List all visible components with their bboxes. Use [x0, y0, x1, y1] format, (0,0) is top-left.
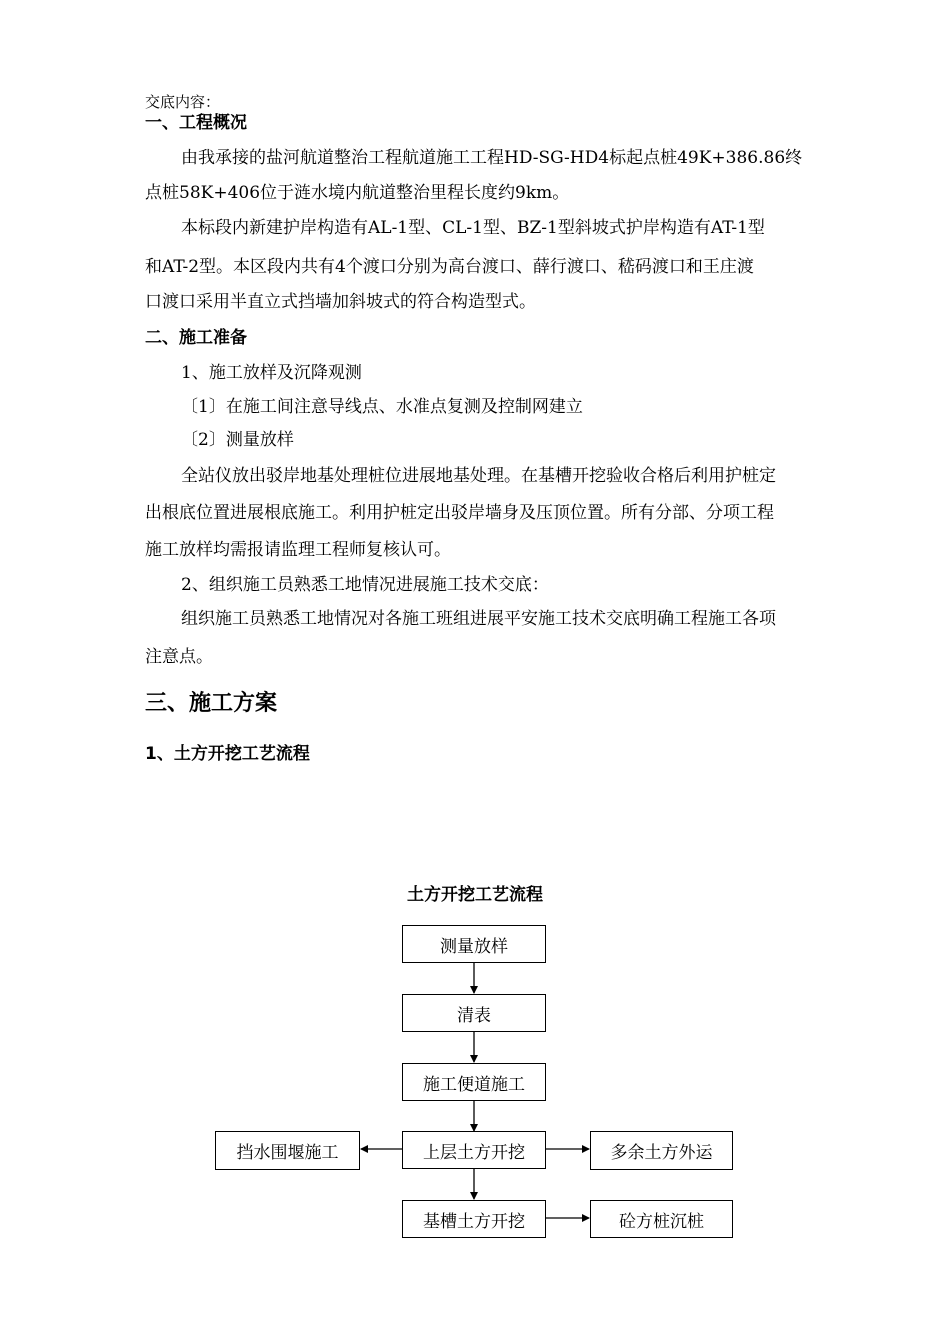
paragraph4-line2: 注意点。 — [145, 647, 213, 667]
flow-node-upper-excavation: 上层土方开挖 — [402, 1131, 546, 1169]
paragraph2-line2: 和AT-2型。本区段内共有4个渡口分别为高台渡口、薛行渡口、嵇码渡口和王庄渡 — [145, 257, 754, 277]
section3-subtitle: 1、土方开挖工艺流程 — [145, 744, 310, 764]
section3-title: 三、施工方案 — [145, 691, 278, 716]
paragraph1-line2: 点桩58K+406位于涟水境内航道整治里程长度约9km。 — [145, 183, 570, 203]
flow-node-haul-away: 多余土方外运 — [590, 1131, 733, 1170]
section2-sub1: 〔1〕在施工间注意导线点、水准点复测及控制网建立 — [181, 397, 583, 417]
section2-item1: 1、施工放样及沉降观测 — [181, 363, 362, 383]
paragraph3-line3: 施工放样均需报请监理工程师复核认可。 — [145, 540, 451, 560]
flow-node-road: 施工便道施工 — [402, 1063, 546, 1101]
section2-title: 二、施工准备 — [145, 328, 247, 348]
paragraph2-line3: 口渡口采用半直立式挡墙加斜坡式的符合构造型式。 — [145, 292, 536, 312]
section1-title: 一、工程概况 — [145, 113, 247, 133]
section2-item2: 2、组织施工员熟悉工地情况进展施工技术交底： — [181, 575, 549, 595]
flow-node-trench-excavation: 基槽土方开挖 — [402, 1200, 546, 1238]
paragraph1-line1: 由我承接的盐河航道整治工程航道施工工程HD-SG-HD4标起点桩49K+386.86终 — [181, 148, 803, 168]
flow-node-cofferdam: 挡水围堰施工 — [215, 1131, 360, 1170]
paragraph2-line1: 本标段内新建护岸构造有AL-1型、CL-1型、BZ-1型斜坡式护岸构造有AT-1型 — [181, 218, 765, 238]
flow-node-clear: 清表 — [402, 994, 546, 1032]
paragraph3-line1: 全站仪放出驳岸地基处理桩位进展地基处理。在基槽开挖验收合格后利用护桩定 — [181, 466, 776, 486]
header-label: 交底内容： — [145, 93, 221, 111]
paragraph3-line2: 出根底位置进展根底施工。利用护桩定出驳岸墙身及压顶位置。所有分部、分项工程 — [145, 503, 774, 523]
paragraph4-line1: 组织施工员熟悉工地情况对各施工班组进展平安施工技术交底明确工程施工各项 — [181, 609, 776, 629]
flow-node-survey: 测量放样 — [402, 925, 546, 963]
section2-sub2: 〔2〕测量放样 — [181, 430, 294, 450]
flow-node-pile-driving: 砼方桩沉桩 — [590, 1200, 733, 1238]
flowchart-title: 土方开挖工艺流程 — [407, 885, 543, 905]
